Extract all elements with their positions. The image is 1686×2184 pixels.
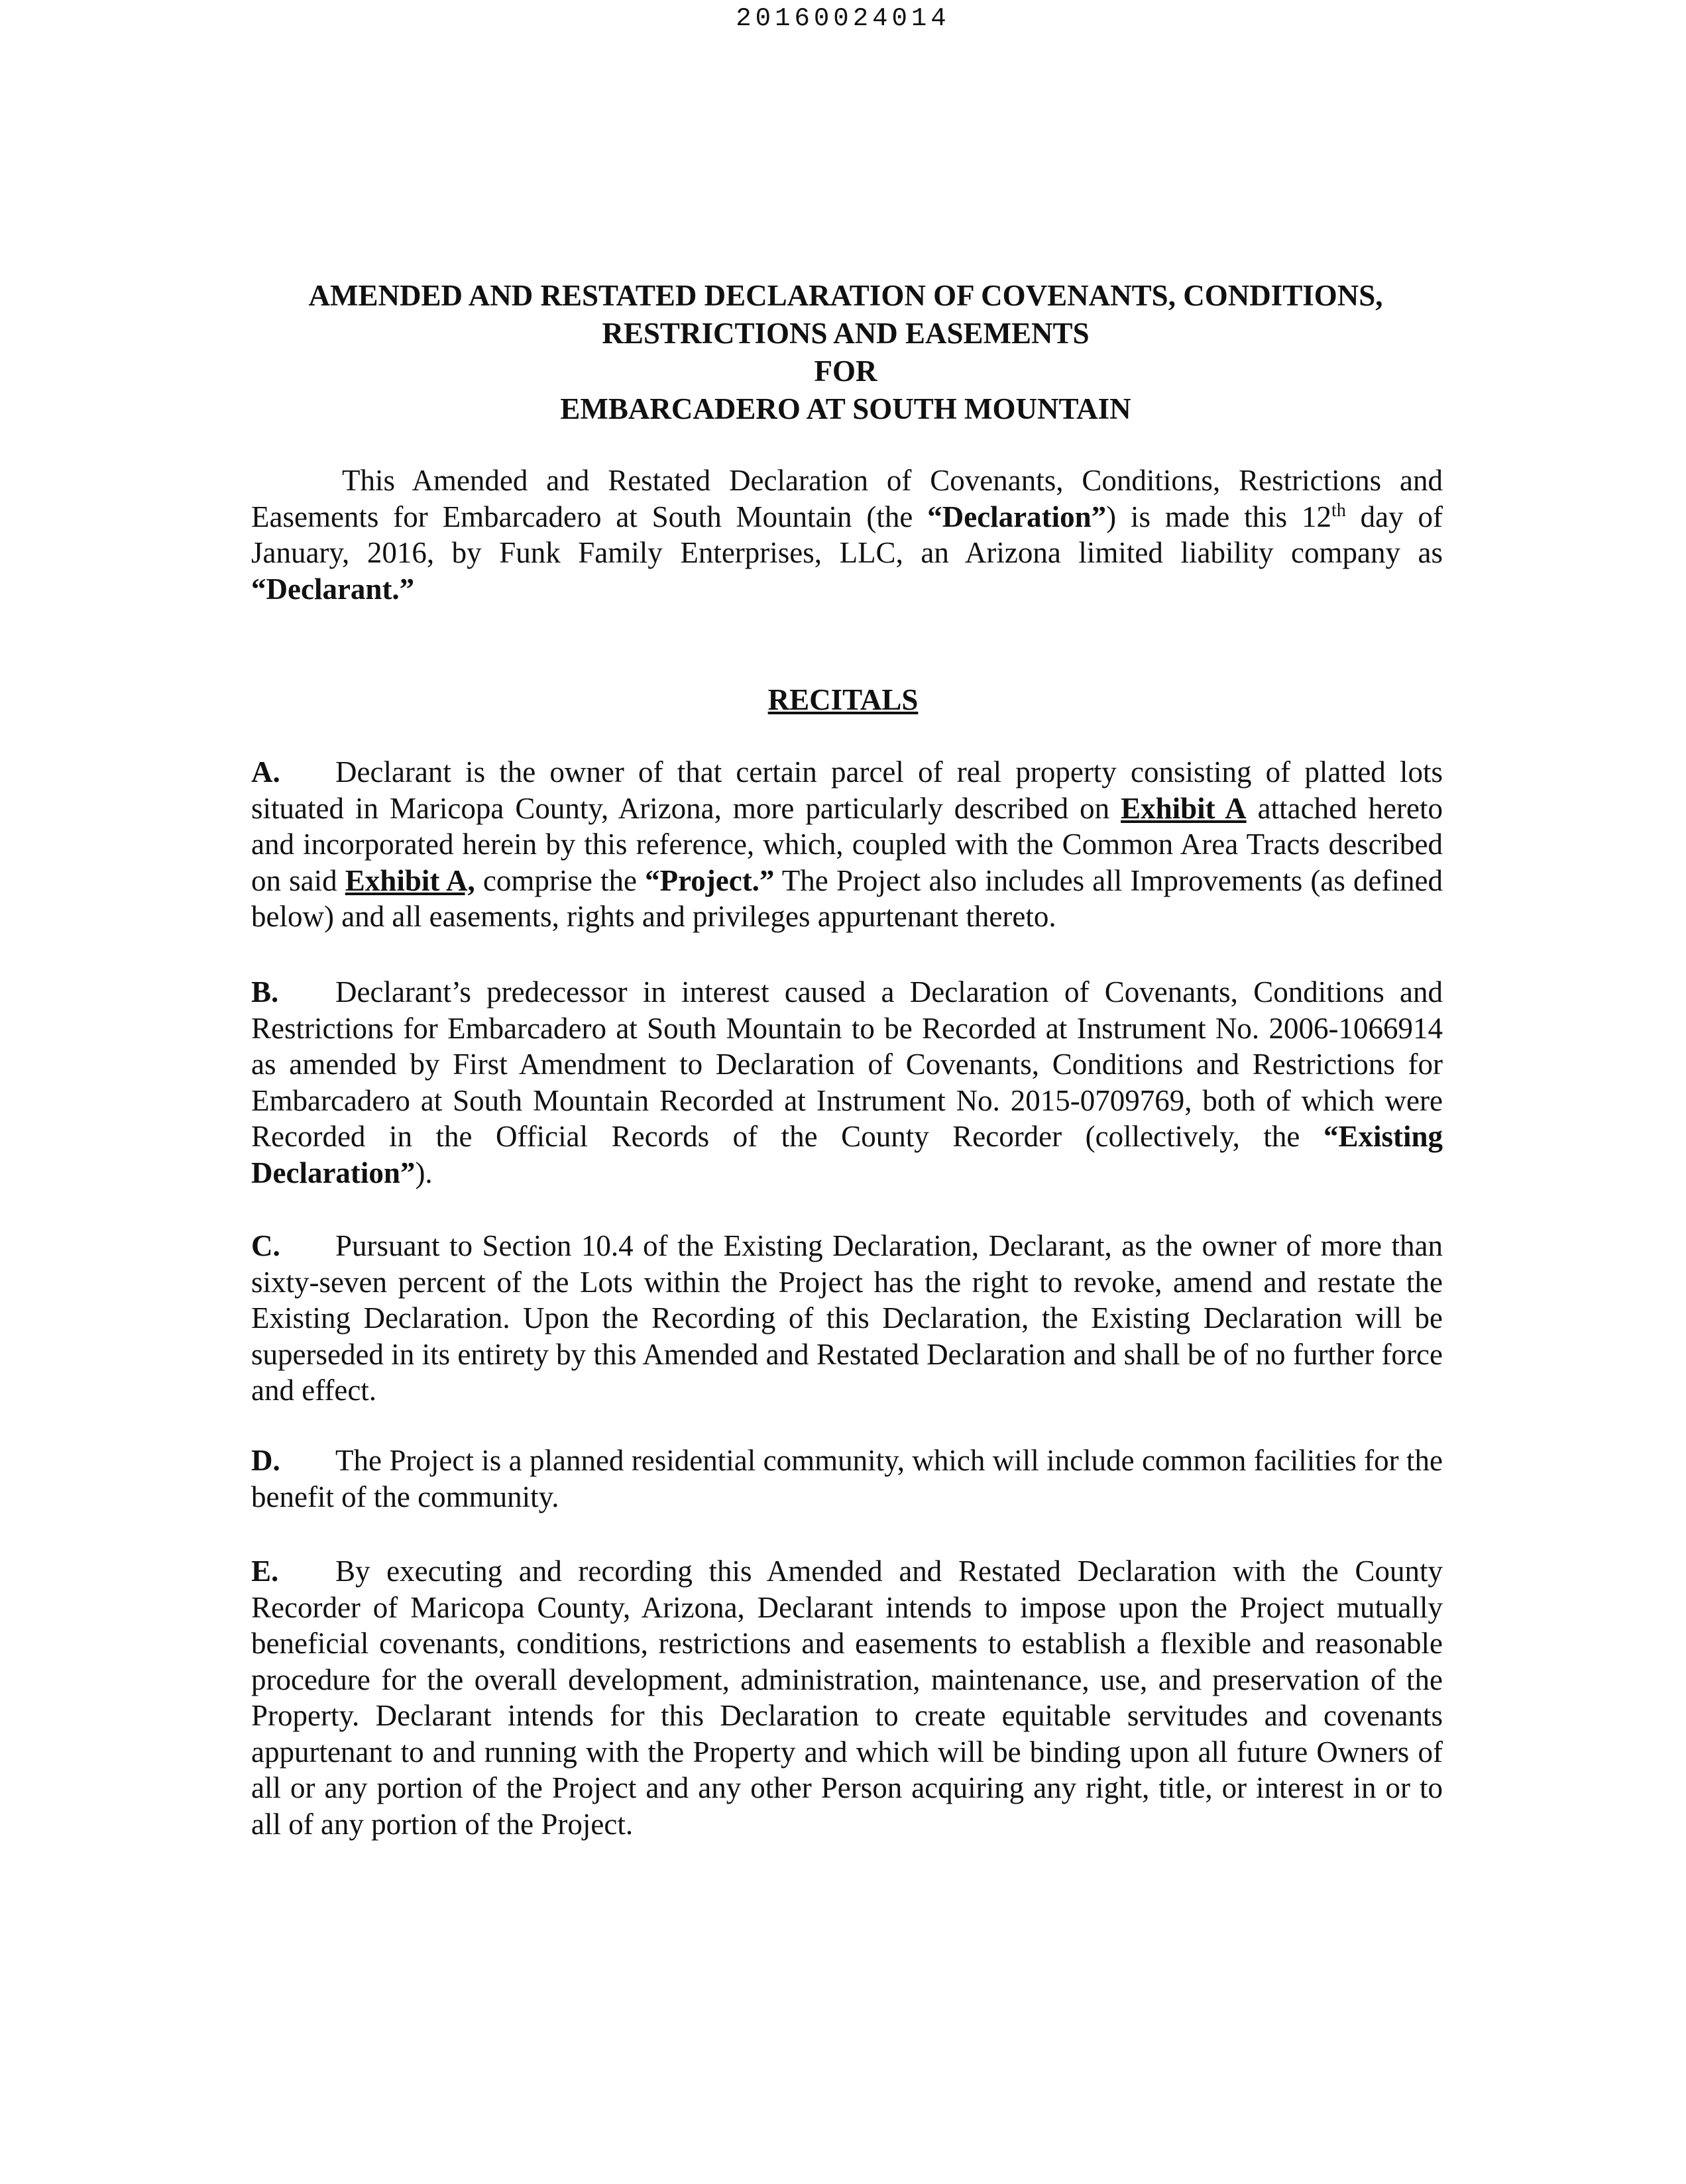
intro-text-3: day of January, 2016, by Funk Family Enterprises, LLC, an Arizona limited liability company as: [251, 500, 1443, 569]
recital-e-text: By executing and recording this Amended and Restated Declaration with the County Recorder of Maricopa County, Arizona, Declarant intends to impose upon the Project mutually beneficial covenants, conditions, restrictions and easements to establish a flexible and reasonable procedure for the overall development, administration, maintenance, use, and preservation of the Property. Declarant intends for this Declaration to create equitable servitudes and covenants appurtenant to and running with the Property and which will be binding upon all future Owners of all or any portion of the Project and any other Person acquiring any right, title, or interest in or to all of any portion of the Project.: [251, 1555, 1443, 1841]
recital-d: [251, 1443, 1443, 1515]
recital-b-label: B.: [251, 975, 279, 1009]
intro-text-2: ) is made this 12: [1106, 500, 1332, 533]
document-title: [239, 277, 1453, 428]
recital-e: [251, 1553, 1443, 1842]
recital-c: [251, 1228, 1443, 1409]
recital-a-label: A.: [251, 755, 280, 789]
project-term: “Project.”: [645, 863, 775, 897]
day-ordinal-suffix: th: [1331, 500, 1346, 521]
recital-c-text: Pursuant to Section 10.4 of the Existing Declaration, Declarant, as the owner of more than sixty-seven percent of the Lots within the Project has the right to revoke, amend and restate the Existing Declaration. Upon the Recording of this Declaration, the Existing Declaration will be superseded in its entirety by this Amended and Restated Declaration and shall be of no further force and effect.: [251, 1229, 1443, 1407]
recital-d-label: D.: [251, 1444, 280, 1477]
recital-a: [251, 754, 1443, 935]
intro-text-1: This Amended and Restated Declaration of Covenants, Conditions, Restrictions and Easements for Embarcadero at South Mountain (the: [251, 464, 1443, 533]
recital-a-text-4: The Project also includes all Improvements (as defined below) and all easements, rights and privileges appurtenant thereto.: [251, 863, 1443, 933]
recording-number: 20160024014: [736, 4, 950, 33]
title-line-3: FOR: [814, 355, 877, 388]
declaration-term: “Declaration”: [927, 500, 1107, 533]
exhibit-a-reference: Exhibit A: [1121, 791, 1247, 825]
title-line-2: RESTRICTIONS AND EASEMENTS: [602, 317, 1090, 350]
recital-a-text-1: Declarant is the owner of that certain parcel of real property consisting of platted lots situated in Maricopa County, Arizona, more particularly described on: [251, 755, 1443, 825]
exhibit-a-reference-2: Exhibit A,: [345, 863, 475, 897]
title-line-1: AMENDED AND RESTATED DECLARATION OF COVENANTS, CONDITIONS,: [308, 279, 1383, 312]
recital-e-label: E.: [251, 1555, 279, 1588]
intro-paragraph: [251, 463, 1443, 607]
declarant-term: “Declarant.”: [251, 572, 415, 606]
recital-a-text-2: attached hereto and incorporated herein by this reference, which, coupled with the Common Area Tracts described on said: [251, 791, 1443, 897]
recital-c-label: C.: [251, 1229, 280, 1262]
recital-b-text-2: ).: [415, 1156, 433, 1189]
recitals-heading: RECITALS: [767, 683, 919, 716]
recital-a-text-3: comprise the: [475, 863, 646, 897]
recital-d-text: The Project is a planned residential community, which will include common facilities for the benefit of the community.: [251, 1444, 1443, 1513]
recital-b-text-1: Declarant’s predecessor in interest caused a Declaration of Covenants, Conditions and Restrictions for Embarcadero at South Mountain to be Recorded at Instrument No. 2006-1066914 as amended by First Amendment to Declaration of Covenants, Conditions and Restrictions for Embarcadero at South Mountain Recorded at Instrument No. 2015-0709769, both of which were Recorded in the Official Records of the County Recorder (collectively, the: [251, 975, 1443, 1153]
existing-declaration-term: “Existing Declaration”: [251, 1120, 1443, 1189]
recital-b: [251, 974, 1443, 1191]
title-line-4: EMBARCADERO AT SOUTH MOUNTAIN: [560, 392, 1131, 425]
